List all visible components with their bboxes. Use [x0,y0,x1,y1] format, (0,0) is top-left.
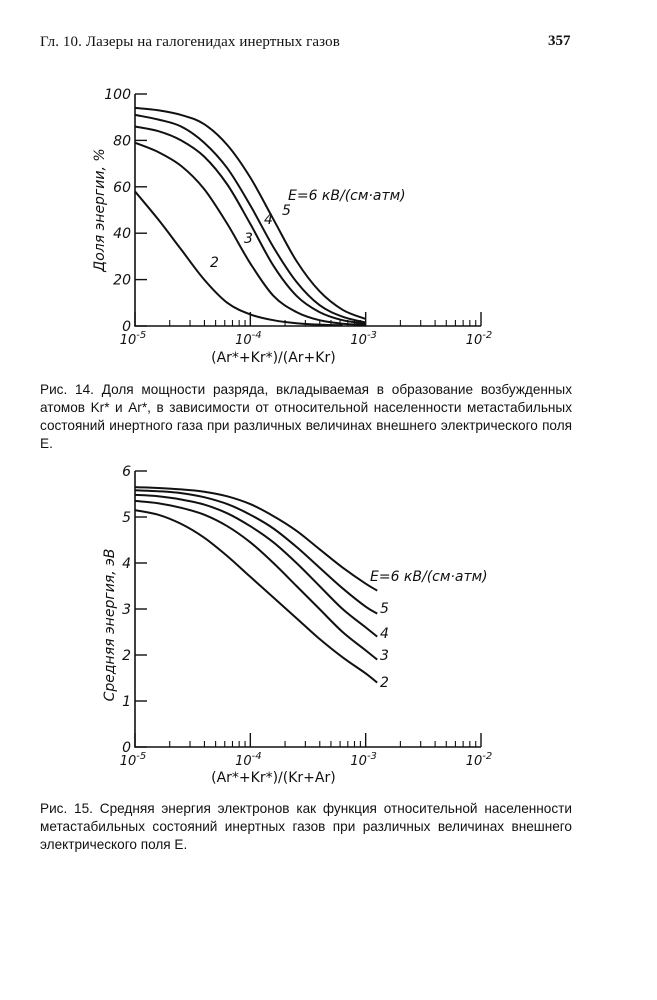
series-line-4 [135,490,377,613]
y-tick-label: 0 [122,740,131,756]
figure-14-caption: Рис. 14. Доля мощности разряда, вкладываемая в образование возбужденных атомов Kr* и Ar*, в зависимости от относительной населенности метастабильных состояний инертного газа при различных величинах внешнего электрического поля E. [40,382,572,451]
y-axis-title: Доля энергии, % [92,148,108,272]
series-label: 2 [380,675,389,691]
y-tick-label: 40 [113,226,131,243]
y-axis-title: Средняя энергия, эВ [102,548,118,702]
series-line-4 [135,115,366,323]
y-tick-label: 5 [122,510,131,526]
series-line-2 [135,501,377,660]
series-label: 5 [282,203,291,219]
axis-lines [135,471,481,747]
x-tick-label: $10^{-3}$ [350,751,377,769]
y-tick-label: 0 [122,319,131,335]
y-tick-label: 100 [104,87,131,103]
figure-14 [0,70,657,370]
series-label: E=6 кВ/(см·атм) [370,569,488,585]
x-axis-title: (Ar*+Kr*)/(Kr+Ar) [211,770,336,785]
series-label: 4 [380,626,389,642]
series-label: 3 [380,648,389,664]
series-label: 5 [380,601,389,617]
x-tick-label: $10^{-2}$ [465,330,493,348]
y-tick-label: 6 [122,464,131,480]
y-tick-label: 80 [113,133,131,150]
series-line-5 [135,108,366,319]
x-tick-label: $10^{-2}$ [465,751,493,769]
series-label: 3 [244,231,253,247]
series-label: 4 [264,212,273,228]
x-tick-label: $10^{-4}$ [235,751,262,769]
y-tick-label: 2 [122,648,131,664]
x-tick-label: $10^{-3}$ [350,330,377,348]
series-label: E=6 кВ/(см·атм) [288,188,406,204]
figure-15 [0,455,657,785]
y-tick-label: 4 [122,556,131,572]
figure-14-chart [0,70,657,370]
series-line-5 [135,487,377,590]
figure-15-chart [0,455,657,785]
series-label: 2 [210,255,219,271]
x-tick-label: $10^{-5}$ [119,330,147,348]
y-tick-label: 1 [122,694,131,710]
page-number: 357 [548,33,571,49]
x-tick-label: $10^{-5}$ [119,751,147,769]
y-tick-label: 20 [113,272,131,289]
series-line-1 [135,191,343,325]
y-tick-label: 3 [122,602,131,618]
y-tick-label: 60 [113,179,131,196]
running-head: Гл. 10. Лазеры на галогенидах инертных газов [40,34,340,50]
x-axis-title: (Ar*+Kr*)/(Ar+Kr) [211,350,336,366]
figure-15-caption: Рис. 15. Средняя энергия электронов как функция относительной населенности метастабильных состояний инертных газов при различных величинах внешнего электрического поля E. [40,801,572,852]
x-tick-label: $10^{-4}$ [235,330,262,348]
series-line-1 [135,510,377,682]
series-line-3 [135,127,366,324]
